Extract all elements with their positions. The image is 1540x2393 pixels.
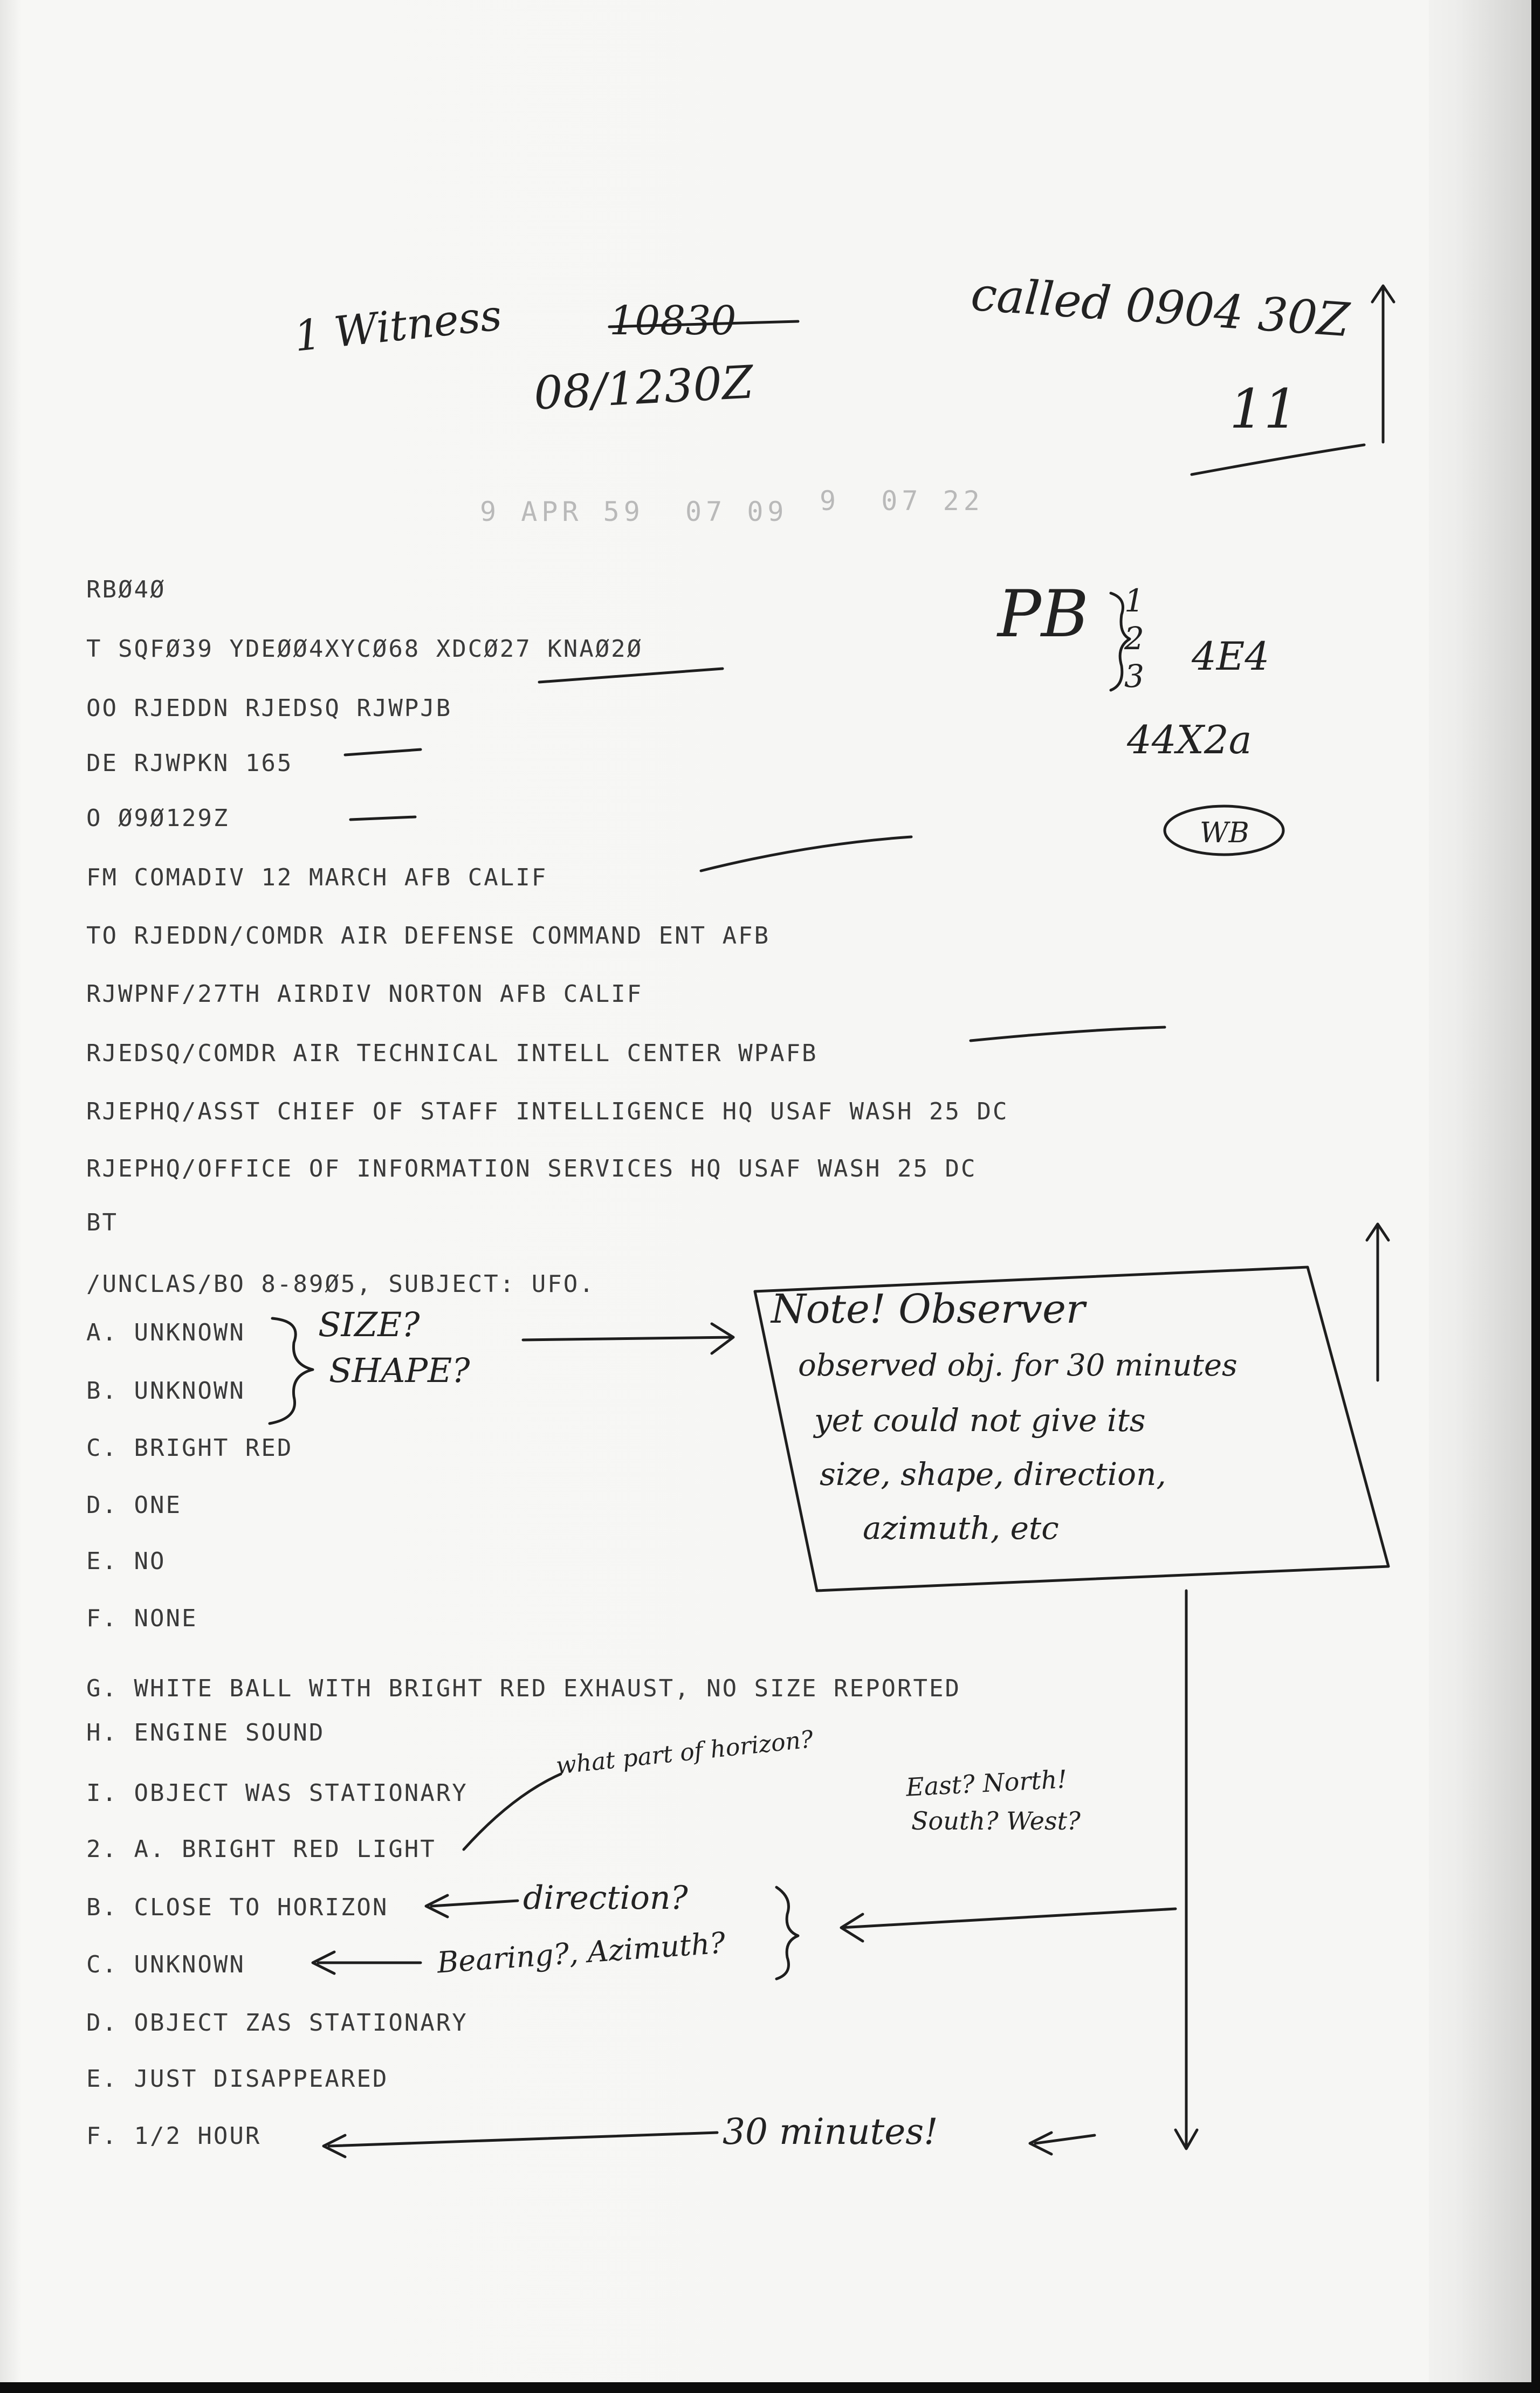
message-line: E. NO: [86, 1548, 166, 1575]
message-line: 2. A. BRIGHT RED LIGHT: [86, 1835, 436, 1863]
shape-question: SHAPE?: [329, 1351, 470, 1390]
compass-question: South? West?: [911, 1806, 1081, 1835]
message-line: C. UNKNOWN: [86, 1951, 245, 1978]
underline-mark: [701, 837, 911, 871]
circled-initials: WB: [1200, 817, 1249, 849]
arrow-to-unknown: [313, 1952, 421, 1973]
margin-arrow-up: [1372, 286, 1394, 442]
message-line: F. 1/2 HOUR: [86, 2122, 262, 2150]
message-line: G. WHITE BALL WITH BRIGHT RED EXHAUST, NO SIZE REPORTED: [86, 1675, 961, 1702]
message-line: DE RJWPKN 165: [86, 749, 293, 777]
margin-arrow-up: [1367, 1224, 1388, 1380]
circle-mark: [1165, 806, 1283, 855]
horizon-question: what part of horizon?: [554, 1725, 815, 1780]
underline-mark: [1192, 445, 1364, 475]
message-line: D. OBJECT ZAS STATIONARY: [86, 2009, 468, 2037]
message-line: RJEPHQ/ASST CHIEF OF STAFF INTELLIGENCE HQ USAF WASH 25 DC: [86, 1098, 1009, 1125]
message-line: BT: [86, 1209, 118, 1236]
strikethrough-line: [609, 321, 798, 327]
arrow-to-horizon-line: [426, 1895, 518, 1917]
witness-note: 1 Witness: [292, 291, 504, 361]
message-line: RJEDSQ/COMDR AIR TECHNICAL INTELL CENTER WPAFB: [86, 1040, 818, 1067]
tally-note: 11: [1229, 377, 1298, 441]
underline-mark: [971, 1027, 1165, 1041]
time-note: 08/1230Z: [532, 355, 755, 420]
message-line: B. CLOSE TO HORIZON: [86, 1894, 389, 1921]
routing-number: 1: [1124, 582, 1144, 619]
struck-time-note: 10830: [609, 298, 737, 344]
subject-line: /UNCLAS/BO 8-89Ø5, SUBJECT: UFO.: [86, 1270, 595, 1298]
direction-question: direction?: [523, 1879, 688, 1917]
message-line: H. ENGINE SOUND: [86, 1719, 325, 1746]
message-line: D. ONE: [86, 1491, 182, 1519]
message-line: A. UNKNOWN: [86, 1319, 245, 1346]
note-box-outline: [755, 1267, 1388, 1591]
message-line: C. BRIGHT RED: [86, 1434, 293, 1462]
arrow-to-half-hour: [324, 2133, 717, 2157]
brace-mark: [776, 1887, 798, 1979]
underline-mark: [539, 669, 723, 682]
note-line: observed obj. for 30 minutes: [798, 1348, 1238, 1383]
message-line: B. UNKNOWN: [86, 1377, 245, 1405]
message-line: TO RJEDDN/COMDR AIR DEFENSE COMMAND ENT AFB: [86, 922, 771, 950]
code-note: 4E4: [1192, 634, 1270, 679]
message-line: E. JUST DISAPPEARED: [86, 2065, 389, 2093]
note-line: yet could not give its: [814, 1402, 1146, 1439]
message-line: I. OBJECT WAS STATIONARY: [86, 1779, 468, 1807]
message-line: RBØ4Ø: [86, 576, 166, 603]
message-line: T SQFØ39 YDEØØ4XYCØ68 XDCØ27 KNAØ2Ø: [86, 635, 643, 663]
received-stamp: 9 APR 59 07 09: [480, 496, 788, 527]
note-line: Note! Observer: [771, 1286, 1085, 1332]
message-line: F. NONE: [86, 1605, 198, 1632]
routing-number: 3: [1124, 658, 1144, 694]
pointer-line: [464, 1774, 561, 1849]
vertical-arrow-down: [1175, 1591, 1197, 2149]
bearing-question: Bearing?, Azimuth?: [436, 1926, 727, 1980]
message-line: RJWPNF/27TH AIRDIV NORTON AFB CALIF: [86, 980, 643, 1008]
note-line: size, shape, direction,: [820, 1456, 1166, 1493]
compass-question: East? North!: [905, 1764, 1068, 1802]
called-note: called 0904 30Z: [969, 267, 1351, 348]
arrow-to-horizon: [841, 1909, 1175, 1941]
size-question: SIZE?: [318, 1305, 420, 1344]
routing-number: 2: [1124, 620, 1144, 657]
brace-mark: [1111, 593, 1130, 690]
message-line: O Ø9Ø129Z: [86, 804, 230, 832]
initials-note: PB: [998, 577, 1089, 652]
routing-stamp: 9 07 22: [820, 485, 984, 517]
underline-mark: [350, 817, 415, 820]
code-note: 44X2a: [1127, 717, 1252, 762]
arrow-mark: [1030, 2133, 1095, 2154]
brace-mark: [270, 1318, 313, 1424]
message-line: FM COMADIV 12 MARCH AFB CALIF: [86, 864, 548, 891]
note-line: azimuth, etc: [863, 1510, 1059, 1546]
minutes-note: 30 minutes!: [723, 2111, 938, 2153]
message-line: RJEPHQ/OFFICE OF INFORMATION SERVICES HQ USAF WASH 25 DC: [86, 1155, 977, 1182]
arrow-to-note: [523, 1324, 733, 1353]
underline-mark: [345, 749, 421, 755]
message-line: OO RJEDDN RJEDSQ RJWPJB: [86, 694, 452, 722]
